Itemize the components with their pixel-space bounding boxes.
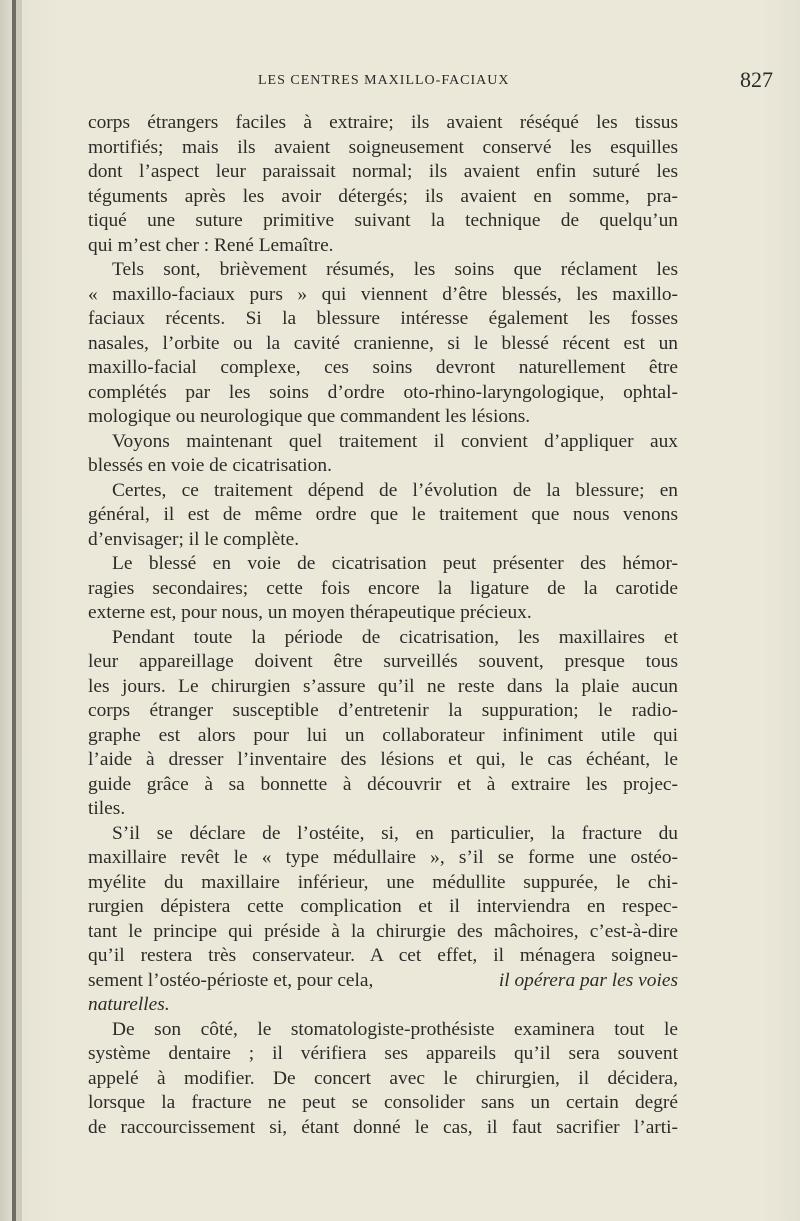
text-line: tant le principe qui préside à la chirurgie des mâchoires, c’est-à-dire <box>88 920 678 942</box>
text-line: myélite du maxillaire inférieur, une médullite suppurée, le chi- <box>88 871 678 893</box>
text-line: faciaux récents. Si la blessure intéresse également les fosses <box>88 308 678 329</box>
text-line: système dentaire ; il vérifiera ses appareils qu’il sera souvent <box>88 1043 678 1064</box>
text-line: les jours. Le chirurgien s’assure qu’il ne reste dans la plaie aucun <box>88 675 678 697</box>
text-line: graphe est alors pour lui un collaborateur infiniment utile qui <box>88 724 678 746</box>
italic-text-line: naturelles. <box>88 994 170 1015</box>
book-gutter-shade <box>16 0 22 1221</box>
text-line: maxillaire revêt le « type médullaire », s’il se forme une ostéo- <box>88 847 678 868</box>
text-line: général, il est de même ordre que le traitement que nous venons <box>88 504 678 525</box>
text-line: tiles. <box>88 798 126 819</box>
paragraph-first-line: Pendant toute la période de cicatrisation, les maxillaires et <box>112 626 678 648</box>
paragraph-first-line: Certes, ce traitement dépend de l’évolution de la blessure; en <box>112 479 678 501</box>
text-line: téguments après les avoir détergés; ils avaient en somme, pra- <box>88 185 678 207</box>
text-line: leur appareillage doivent être surveillés souvent, presque tous <box>88 651 678 672</box>
italic-text-segment: il opérera par les voies <box>498 969 678 991</box>
text-line: appelé à modifier. De concert avec le chirurgien, il décidera, <box>88 1067 678 1089</box>
text-line: mologique ou neurologique que commandent les lésions. <box>88 406 531 427</box>
text-line: lorsque la fracture ne peut se consolider sans un certain degré <box>88 1092 678 1113</box>
paragraph-first-line: De son côté, le stomatologiste-prothésiste examinera tout le <box>112 1018 678 1040</box>
text-line-mixed <box>88 968 678 994</box>
text-line: ragies secondaires; cette fois encore la ligature de la carotide <box>88 577 678 599</box>
paragraph-first-line: Tels sont, brièvement résumés, les soins que réclament les <box>112 259 678 280</box>
paragraph-first-line: Le blessé en voie de cicatrisation peut présenter des hémor- <box>112 553 678 574</box>
page-number: 827 <box>740 67 773 92</box>
text-line: complétés par les soins d’ordre oto-rhino-laryngologique, ophtal- <box>88 381 678 403</box>
text-line: mortifiés; mais ils avaient soigneusement conservé les esquilles <box>88 136 678 158</box>
text-line: rurgien dépistera cette complication et il interviendra en respec- <box>88 896 678 917</box>
text-line: de raccourcissement si, étant donné le cas, il faut sacrifier l’arti- <box>88 1116 678 1138</box>
text-line: nasales, l’orbite ou la cavité cranienne, si le blessé récent est un <box>88 332 678 354</box>
text-line: qui m’est cher : René Lemaître. <box>88 234 334 256</box>
text-segment: sement l’ostéo-périoste et, pour cela, <box>88 969 374 991</box>
text-line: tiqué une suture primitive suivant la technique de quelqu’un <box>88 210 678 231</box>
text-line: externe est, pour nous, un moyen thérapeutique précieux. <box>88 602 532 623</box>
text-line: d’envisager; il le complète. <box>88 528 300 550</box>
text-line: corps étranger susceptible d’entretenir la suppuration; le radio- <box>88 700 678 721</box>
text-line: blessés en voie de cicatrisation. <box>88 455 332 476</box>
running-title: LES CENTRES MAXILLO-FACIAUX <box>258 73 510 88</box>
paragraph-first-line: S’il se déclare de l’ostéite, si, en particulier, la fracture du <box>112 822 678 844</box>
text-line: corps étrangers faciles à extraire; ils avaient réséqué les tissus <box>88 112 678 133</box>
paragraph-first-line: Voyons maintenant quel traitement il convient d’appliquer aux <box>112 430 678 452</box>
text-line: maxillo-facial complexe, ces soins devront naturellement être <box>88 357 678 378</box>
text-line: guide grâce à sa bonnette à découvrir et à extraire les projec- <box>88 773 678 795</box>
text-line: l’aide à dresser l’inventaire des lésions et qui, le cas échéant, le <box>88 749 678 770</box>
text-line: dont l’aspect leur paraissait normal; ils avaient enfin suturé les <box>88 161 678 182</box>
text-line: qu’il restera très conservateur. A cet effet, il ménagera soigneu- <box>88 945 678 966</box>
text-line: « maxillo-faciaux purs » qui viennent d’être blessés, les maxillo- <box>88 283 678 305</box>
